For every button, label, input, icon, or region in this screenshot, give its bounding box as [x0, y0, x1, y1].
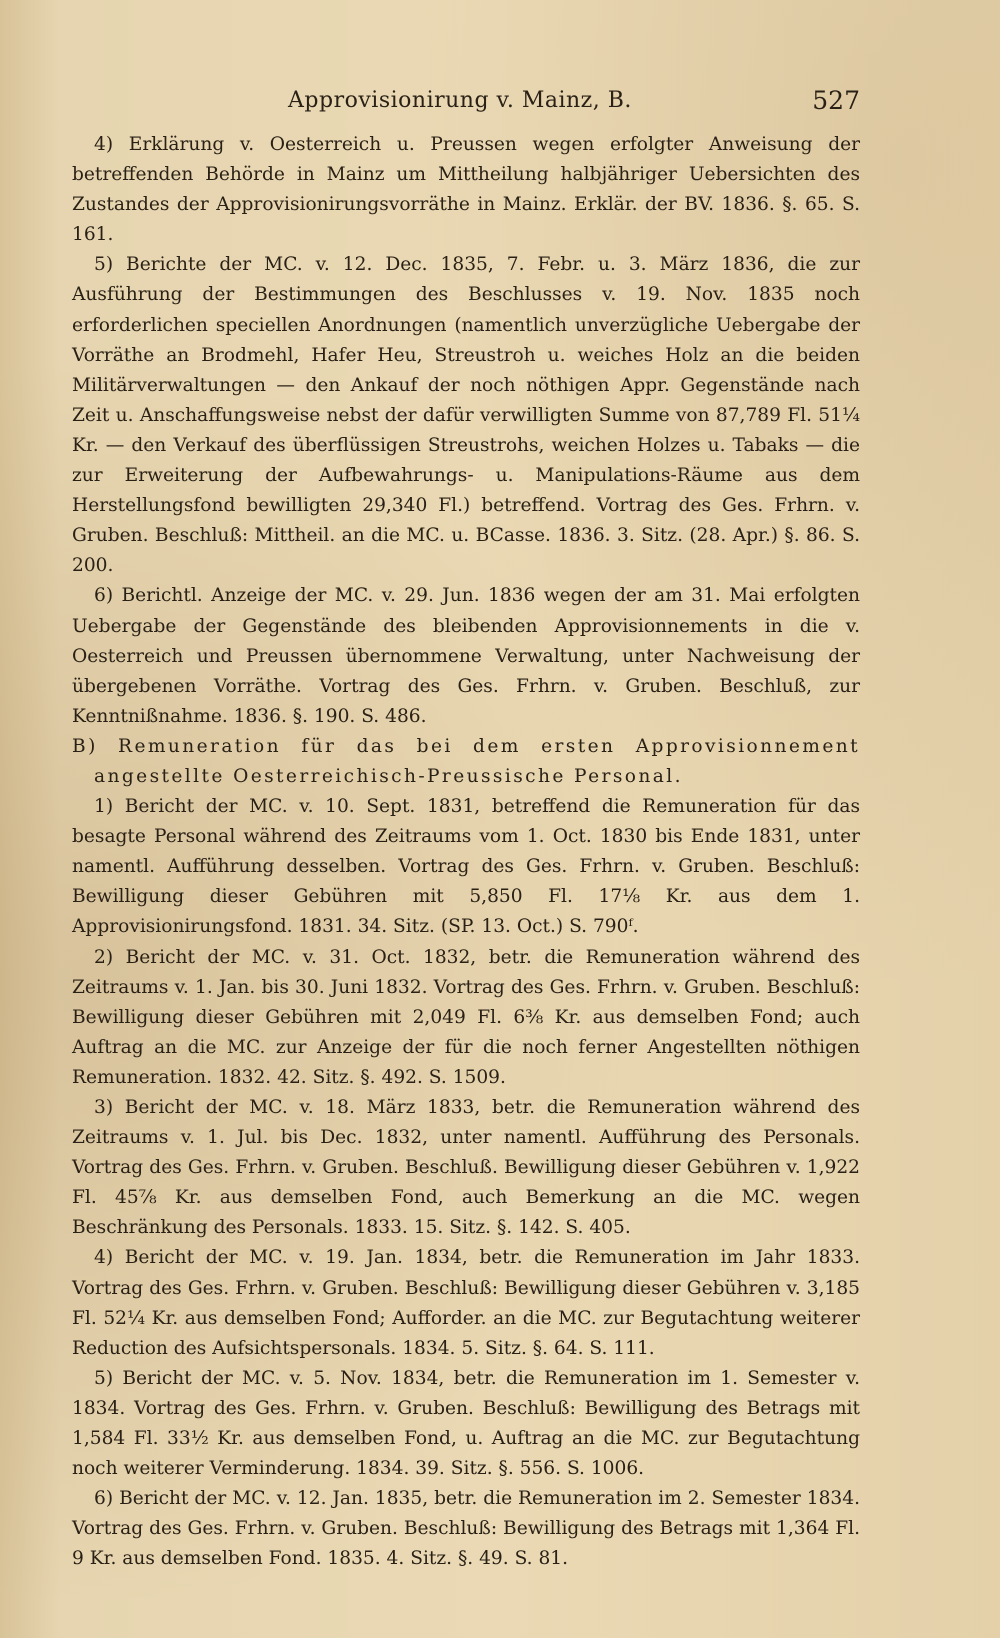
page-number: 527 [812, 86, 860, 115]
entry-a-6: 6) Berichtl. Anzeige der MC. v. 29. Jun. 1836 wegen der am 31. Mai erfolgten Uebergabe der Gegenstände des bleibenden Approvisionnements in die v. Oesterreich und Preussen übernommene Verwaltung, unter Nachweisung der übergebenen Vorräthe. Vortrag des Ges. Frhrn. v. Gruben. Beschluß, zur Kenntnißnahme. 1836. §. 190. S. 486. [72, 585, 860, 727]
entry-a-5: 5) Berichte der MC. v. 12. Dec. 1835, 7. Febr. u. 3. März 1836, die zur Ausführung der Bestimmungen des Beschlusses v. 19. Nov. 1835 noch erforderlichen speciellen Anordnungen (namentlich unverzügliche Uebergabe der Vorräthe an Brodmehl, Hafer Heu, Streustroh u. weiches Holz an die beiden Militärverwaltungen — den Ankauf der noch nöthigen Appr. Gegenstände nach Zeit u. Anschaffungsweise nebst der dafür verwilligten Summe von 87,789 Fl. 51¼ Kr. — den Verkauf des überflüssigen Streustrohs, weichen Holzes u. Tabaks — die zur Erweiterung der Aufbewahrungs- u. Manipulations-Räume aus dem Herstellungsfond bewilligten 29,340 Fl.) betreffend. Vortrag des Ges. Frhrn. v. Gruben. Beschluß: Mittheil. an die MC. u. BCasse. 1836. 3. Sitz. (28. Apr.) §. 86. S. 200. [72, 254, 860, 577]
entry-b-3: 3) Bericht der MC. v. 18. März 1833, betr. die Remuneration während des Zeitraums v. 1. Jul. bis Dec. 1832, unter namentl. Aufführung des Personals. Vortrag des Ges. Frhrn. v. Gruben. Beschluß. Bewilligung dieser Gebühren v. 1,922 Fl. 45⅞ Kr. aus demselben Fond, auch Bemerkung an die MC. wegen Beschränkung des Personals. 1833. 15. Sitz. §. 142. S. 405. [72, 1097, 860, 1239]
running-title: Approvisionirung v. Mainz, B. [288, 88, 632, 113]
entry-b-6: 6) Bericht der MC. v. 12. Jan. 1835, betr. die Remuneration im 2. Semester 1834. Vortrag des Ges. Frhrn. v. Gruben. Beschluß: Bewilligung des Betrags mit 1,364 Fl. 9 Kr. aus demselben Fond. 1835. 4. Sitz. §. 49. S. 81. [72, 1488, 860, 1570]
entry-b-4: 4) Bericht der MC. v. 19. Jan. 1834, betr. die Remuneration im Jahr 1833. Vortrag des Ges. Frhrn. v. Gruben. Beschluß: Bewilligung dieser Gebühren v. 3,185 Fl. 52¼ Kr. aus demselben Fond; Aufforder. an die MC. zur Begutachtung weiterer Reduction des Aufsichtspersonals. 1834. 5. Sitz. §. 64. S. 111. [72, 1247, 860, 1359]
body-text [72, 130, 860, 1575]
entry-b-5: 5) Bericht der MC. v. 5. Nov. 1834, betr. die Remuneration im 1. Semester v. 1834. Vortrag des Ges. Frhrn. v. Gruben. Beschluß: Bewilligung des Betrags mit 1,584 Fl. 33½ Kr. aus demselben Fond, u. Auftrag an die MC. zur Begutachtung noch weiterer Verminderung. 1834. 39. Sitz. §. 556. S. 1006. [72, 1367, 860, 1480]
entry-b-2: 2) Bericht der MC. v. 31. Oct. 1832, betr. die Remuneration während des Zeitraums v. 1. Jan. bis 30. Juni 1832. Vortrag des Ges. Frhrn. v. Gruben. Beschluß: Bewilligung dieser Gebühren mit 2,049 Fl. 6⅜ Kr. aus demselben Fond; auch Auftrag an die MC. zur Anzeige der für die noch ferner Angestellten nöthigen Remuneration. 1832. 42. Sitz. §. 492. S. 1509. [72, 946, 860, 1088]
entry-b-1: 1) Bericht der MC. v. 10. Sept. 1831, betreffend die Remuneration für das besagte Personal während des Zeitraums vom 1. Oct. 1830 bis Ende 1831, unter namentl. Aufführung desselben. Vortrag des Ges. Frhrn. v. Gruben. Beschluß: Bewilligung dieser Gebühren mit 5,850 Fl. 17⅛ Kr. aus dem 1. Approvisionirungsfond. 1831. 34. Sitz. (SP. 13. Oct.) S. 790ᶠ. [72, 796, 860, 938]
section-b-heading: B) Remuneration für das bei dem ersten Approvisionnement angestellte Oesterreichisch-Preussische Personal. [72, 735, 860, 787]
entry-a-4: 4) Erklärung v. Oesterreich u. Preussen wegen erfolgter Anweisung der betreffenden Behörde in Mainz um Mittheilung halbjähriger Uebersichten des Zustandes der Approvisionirungsvorräthe in Mainz. Erklär. der BV. 1836. §. 65. S. 161. [72, 134, 860, 246]
page-header [60, 78, 860, 118]
